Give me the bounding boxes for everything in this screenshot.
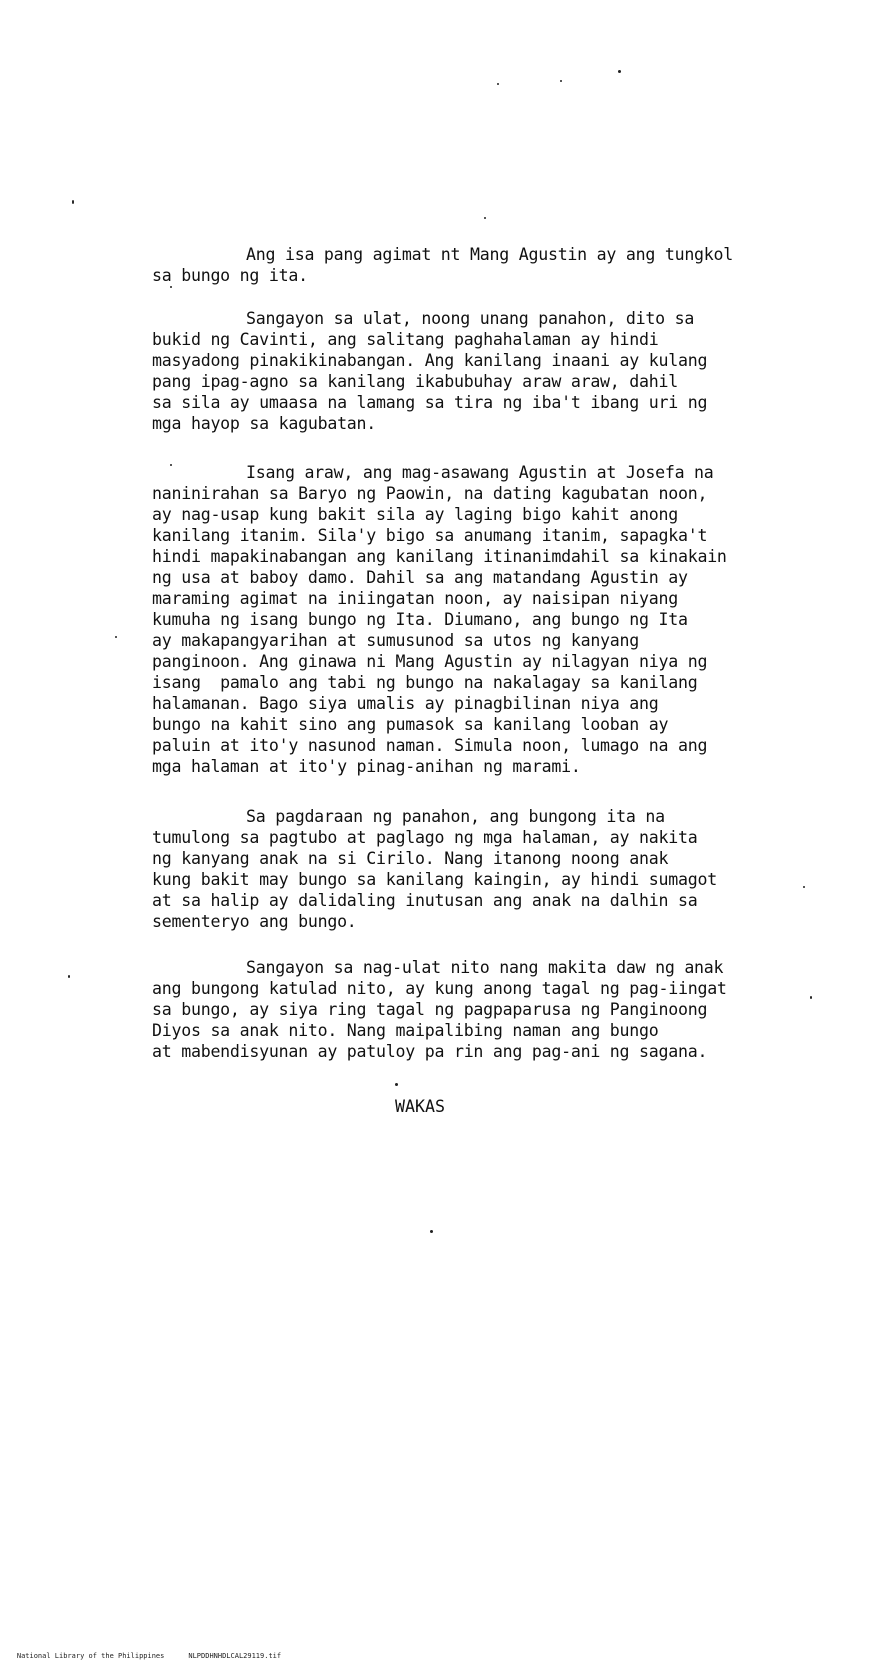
text-line: masyadong pinakikinabangan. Ang kanilang inaani ay kulang (152, 351, 708, 370)
text-line: ng usa at baboy damo. Dahil sa ang matandang Agustin ay (152, 568, 688, 587)
text-line: mga halaman at ito'y pinag-anihan ng marami. (152, 757, 581, 776)
text-line: bukid ng Cavinti, ang salitang paghahalaman ay hindi (152, 330, 659, 349)
text-line: ang bungong katulad nito, ay kung anong tagal ng pag-iingat (152, 979, 727, 998)
paragraph-3 (152, 462, 802, 777)
text-line: ay makapangyarihan at sumusunod sa utos ng kanyang (152, 631, 640, 650)
text-line: sa bungo ng ita. (152, 266, 308, 285)
paragraph-1 (152, 244, 802, 286)
scan-speck (395, 1083, 398, 1086)
text-line: Ang isa pang agimat nt Mang Agustin ay ang tungkol (246, 245, 734, 264)
scan-speck (803, 886, 805, 888)
text-line: halamanan. Bago siya umalis ay pinagbilinan niya ang (152, 694, 659, 713)
text-line: maraming agimat na iniingatan noon, ay naisipan niyang (152, 589, 678, 608)
scan-speck (170, 464, 172, 466)
text-line: Sangayon sa ulat, noong unang panahon, dito sa (246, 309, 695, 328)
text-line: sa bungo, ay siya ring tagal ng pagpaparusa ng Panginoong (152, 1000, 708, 1019)
scan-speck (430, 1230, 433, 1233)
text-line: naninirahan sa Baryo ng Paowin, na dating kagubatan noon, (152, 484, 708, 503)
text-line: tumulong sa pagtubo at paglago ng mga halaman, ay nakita (152, 828, 698, 847)
text-line: pang ipag-agno sa kanilang ikabubuhay araw araw, dahil (152, 372, 678, 391)
scan-speck (72, 200, 74, 204)
scan-speck (170, 286, 172, 288)
text-line: Sa pagdaraan ng panahon, ang bungong ita na (246, 807, 665, 826)
text-line: panginoon. Ang ginawa ni Mang Agustin ay nilagyan niya ng (152, 652, 708, 671)
text-line: ng kanyang anak na si Cirilo. Nang itanong noong anak (152, 849, 669, 868)
library-credit: National Library of the Philippines (16, 1652, 165, 1660)
text-line: paluin at ito'y nasunod naman. Simula noon, lumago na ang (152, 736, 708, 755)
text-line: sementeryo ang bungo. (152, 912, 357, 931)
scan-speck (68, 975, 70, 978)
closing-word: WAKAS (395, 1097, 445, 1116)
text-line: kanilang itanim. Sila'y bigo sa anumang itanim, sapagka't (152, 526, 708, 545)
text-line: bungo na kahit sino ang pumasok sa kanilang looban ay (152, 715, 669, 734)
text-line: sa sila ay umaasa na lamang sa tira ng iba't ibang uri ng (152, 393, 708, 412)
text-line: isang pamalo ang tabi ng bungo na nakalagay sa kanilang (152, 673, 698, 692)
text-line: ay nag-usap kung bakit sila ay laging bigo kahit anong (152, 505, 678, 524)
scan-speck (115, 636, 117, 638)
paragraph-2 (152, 308, 802, 434)
text-line: kung bakit may bungo sa kanilang kaingin, ay hindi sumagot (152, 870, 717, 889)
scan-speck (560, 80, 562, 82)
text-line: at sa halip ay dalidaling inutusan ang anak na dalhin sa (152, 891, 698, 910)
paragraph-4 (152, 806, 802, 932)
scan-footer (0, 1643, 281, 1670)
text-line: kumuha ng isang bungo ng Ita. Diumano, ang bungo ng Ita (152, 610, 688, 629)
text-line: mga hayop sa kagubatan. (152, 414, 377, 433)
scan-speck (484, 217, 486, 219)
paragraph-5 (152, 957, 802, 1062)
text-line: at mabendisyunan ay patuloy pa rin ang pag-ani ng sagana. (152, 1042, 708, 1061)
text-line: Sangayon sa nag-ulat nito nang makita daw ng anak (246, 958, 724, 977)
text-line: Isang araw, ang mag-asawang Agustin at Josefa na (246, 463, 714, 482)
text-line: hindi mapakinabangan ang kanilang itinanimdahil sa kinakain (152, 547, 727, 566)
scan-speck (618, 70, 621, 73)
scan-speck (810, 996, 812, 999)
text-line: Diyos sa anak nito. Nang maipalibing naman ang bungo (152, 1021, 659, 1040)
file-id: NLPDDHNHDLCAL29119.tif (188, 1652, 282, 1660)
scan-speck (497, 83, 499, 85)
